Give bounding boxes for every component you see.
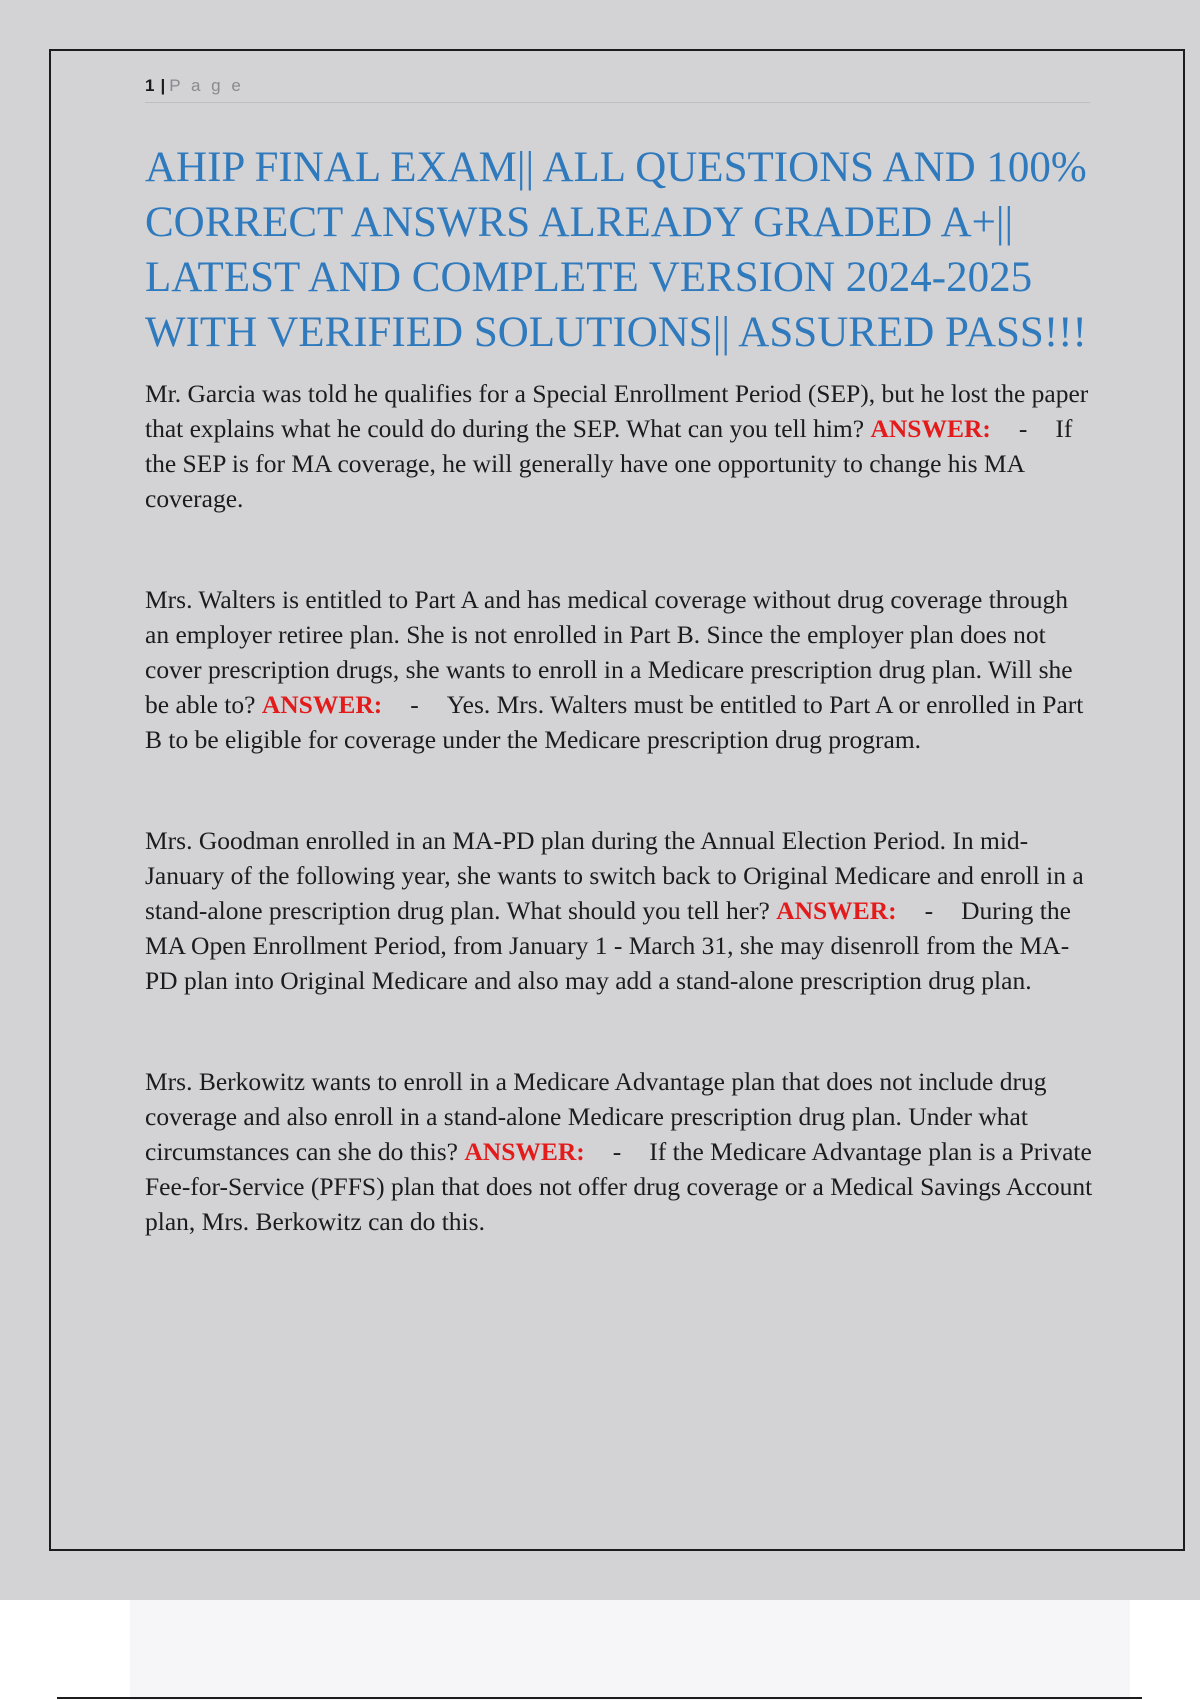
page-label: P a g e [169, 76, 244, 95]
answer-label: ANSWER: [464, 1137, 585, 1166]
page-header [145, 74, 1090, 103]
answer-text: If the Medicare Advantage plan is a Private Fee-for-Service (PFFS) plan that does not offer drug coverage or a Medical Savings Account plan, Mrs. Berkowitz can do this. [145, 1137, 1093, 1236]
qa-item-berkowitz [145, 1064, 1095, 1239]
answer-dash: - [924, 896, 934, 925]
page-separator: | [160, 76, 166, 95]
answer-text: Yes. Mrs. Walters must be entitled to Part A or enrolled in Part B to be eligible for coverage under the Medicare prescription drug program. [145, 690, 1084, 754]
document-body [145, 140, 1095, 1305]
question-text: Mr. Garcia was told he qualifies for a Special Enrollment Period (SEP), but he lost the paper that explains what he could do during the SEP. What can you tell him? [145, 379, 1089, 443]
answer-dash: - [410, 690, 419, 719]
question-text: Mrs. Berkowitz wants to enroll in a Medicare Advantage plan that does not include drug coverage and also enroll in a stand-alone Medicare prescription drug plan. Under what circumstances can she do this? [145, 1067, 1047, 1166]
answer-label: ANSWER: [870, 414, 991, 443]
answer-text: If the SEP is for MA coverage, he will generally have one opportunity to change his MA coverage. [145, 414, 1073, 513]
answer-label: ANSWER: [776, 896, 897, 925]
document-title: AHIP FINAL EXAM|| ALL QUESTIONS AND 100% CORRECT ANSWRS ALREADY GRADED A+|| LATEST AND COMPLETE VERSION 2024-2025 WITH VERIFIED SOLUTIONS|| ASSURED PASS!!! [145, 144, 1087, 356]
qa-item-garcia [145, 376, 1095, 516]
qa-item-goodman [145, 823, 1095, 998]
next-page-preview [130, 1600, 1130, 1700]
question-text: Mrs. Goodman enrolled in an MA-PD plan during the Annual Election Period. In mid-January of the following year, she wants to switch back to Original Medicare and enroll in a stand-alone prescription drug plan. What should you tell her? [145, 826, 1084, 925]
qa-item-walters [145, 582, 1095, 757]
next-page-border [57, 1697, 1142, 1699]
question-text: Mrs. Walters is entitled to Part A and has medical coverage without drug coverage through an employer retiree plan. She is not enrolled in Part B. Since the employer plan does not cover prescription drugs, she wants to enroll in a Medicare prescription drug plan. Will she be able to? [145, 585, 1073, 719]
answer-text: During the MA Open Enrollment Period, from January 1 - March 31, she may disenroll from the MA-PD plan into Original Medicare and also may add a stand-alone prescription drug plan. [145, 896, 1071, 995]
page-number: 1 [145, 76, 155, 95]
answer-label: ANSWER: [261, 690, 383, 719]
answer-dash: - [612, 1137, 622, 1166]
answer-dash: - [1018, 414, 1028, 443]
